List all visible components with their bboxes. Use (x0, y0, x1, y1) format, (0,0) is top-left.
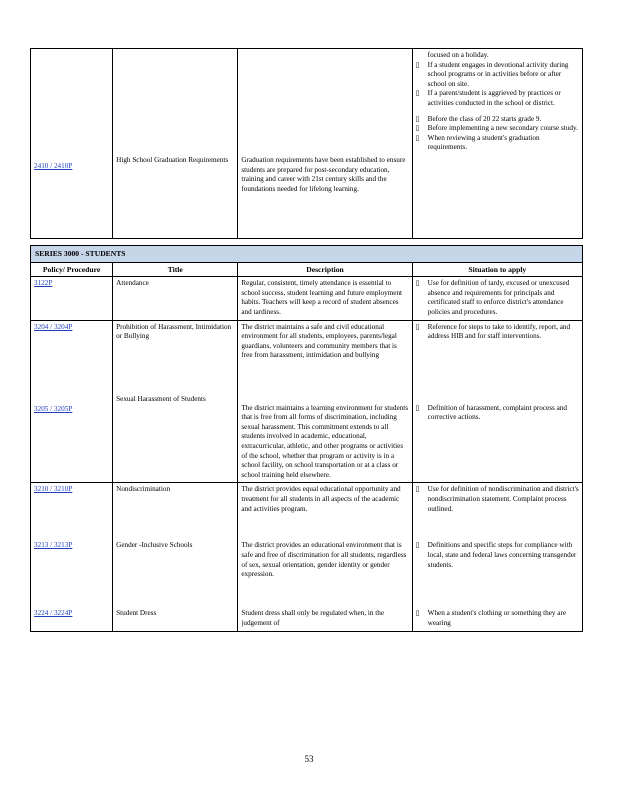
title-cell (113, 320, 238, 483)
table-row (31, 49, 583, 239)
policy-link[interactable]: 3122P (34, 279, 53, 288)
situation-list (416, 404, 579, 423)
situation-list (416, 115, 579, 153)
policy-description: Student dress shall only be regulated when, in the judgement of (241, 609, 385, 627)
series-table (30, 245, 583, 632)
series-label: SERIES 3000 - STUDENTS (31, 246, 583, 263)
situation-list (416, 541, 579, 609)
column-header-description: Description (238, 262, 412, 277)
page-number: 53 (304, 754, 314, 764)
situation-cell (412, 483, 582, 631)
policy-description: The district maintains a learning environment for students that is free from all forms of discrimination, including sexual harassment. This commitment extends to all students involved in academic, educational, extracurricular, athletic, and other programs or activities of the school, whether that program or activity is in a school facility, on school transportation or at a class or school training held elsewhere. (241, 403, 409, 479)
title-cell (113, 277, 238, 320)
situation-list (416, 609, 579, 628)
list-item: ▯ If a parent/student is aggrieved by practices or activities conducted in the school or district. (416, 89, 579, 108)
list-item: ▯ Use for definition of tardy, excused or unexcused absence and requirements for principals and certificated staff to enforce district's attendance policies and procedures. (416, 279, 579, 317)
list-item: ▯ Use for definition of nondiscrimination and district's nondiscrimination statement. Complaint process outlined. (416, 485, 579, 514)
table-row (31, 320, 583, 483)
policy-description: The district provides an educational environment that is safe and free of discrimination for all students, regardless of sex, sexual orientation, gender identity or gender expression. (241, 541, 407, 579)
description-cell (238, 320, 412, 483)
policy-description: The district provides equal educational opportunity and treatment for all students in all aspects of the academic and activities program. (241, 485, 401, 513)
policy-title: High School Graduation Requirements (116, 156, 229, 164)
list-item: ▯ Definition of harassment, complaint process and corrective actions. (416, 404, 579, 423)
description-cell (238, 483, 412, 631)
column-header-situation: Situation to apply (412, 262, 582, 277)
policy-cell (31, 49, 113, 239)
table-row (31, 483, 583, 631)
situation-cell (412, 320, 582, 483)
policy-title: Attendance (116, 279, 149, 288)
list-item: ▯ When a student's clothing or something they are wearing (416, 609, 579, 628)
list-item: ▯ Reference for steps to take to identify, report, and address HIB and for staff interventions. (416, 323, 579, 342)
series-header-row (31, 246, 583, 263)
policy-title: Nondiscrimination (116, 485, 171, 494)
policy-title: Sexual Harassment of Students (116, 394, 206, 403)
situation-list (416, 61, 579, 109)
policy-description: Regular, consistent, timely attendance is essential to school success, student learning and future employment habits. Teachers will keep a record of student absences and tardiness. (241, 279, 403, 316)
list-item: ▯ When reviewing a student's graduation requirements. (416, 134, 579, 153)
policy-link[interactable]: 3224 / 3224P (34, 609, 73, 618)
policy-link[interactable]: 2410 / 2410P (34, 162, 73, 171)
situation-list (416, 323, 579, 404)
description-cell (238, 49, 412, 239)
policy-link[interactable]: 3204 / 3204P (34, 322, 73, 331)
policy-title: Student Dress (116, 609, 157, 618)
policy-title: Prohibition of Harassment, Intimidation or Bullying (116, 322, 232, 341)
situation-cell (412, 49, 582, 239)
list-item: ▯ Before implementing a new secondary course study. (416, 124, 579, 134)
list-item: ▯ If a student engages in devotional activity during school programs or in activities before or after school on site. (416, 61, 579, 90)
situation-cell (412, 277, 582, 320)
policy-link[interactable]: 3213 / 3213P (34, 541, 73, 550)
policy-title: Gender -Inclusive Schools (116, 541, 193, 550)
title-cell (113, 483, 238, 631)
table-row (31, 277, 583, 320)
policy-cell (31, 277, 113, 320)
policy-cell (31, 483, 113, 631)
policy-description: The district maintains a safe and civil educational environment for all students, employees, parents/legal guardians, volunteers and community members that is free from harassment, intimidation and bullying (241, 322, 397, 360)
situation-list (416, 279, 579, 317)
policy-description: Graduation requirements have been established to ensure students are prepared for post-secondary education, training and career with 21st century skills and the foundations needed for lifelong learning. (241, 156, 406, 193)
policy-cell (31, 320, 113, 483)
column-header-row (31, 262, 583, 277)
column-header-policy: Policy/ Procedure (31, 262, 113, 277)
continuation-table (30, 48, 583, 239)
policy-link[interactable]: 3205 / 3205P (34, 405, 73, 414)
situation-list (416, 485, 579, 541)
list-item: ▯ Before the class of 20 22 starts grade 9. (416, 115, 579, 125)
description-cell (238, 277, 412, 320)
column-header-title: Title (113, 262, 238, 277)
policy-link[interactable]: 3210 / 3210P (34, 485, 73, 494)
continued-text: focused on a holiday. (427, 51, 489, 59)
list-item: ▯ Definitions and specific steps for compliance with local, state and federal laws concerning transgender students. (416, 541, 579, 570)
title-cell (113, 49, 238, 239)
